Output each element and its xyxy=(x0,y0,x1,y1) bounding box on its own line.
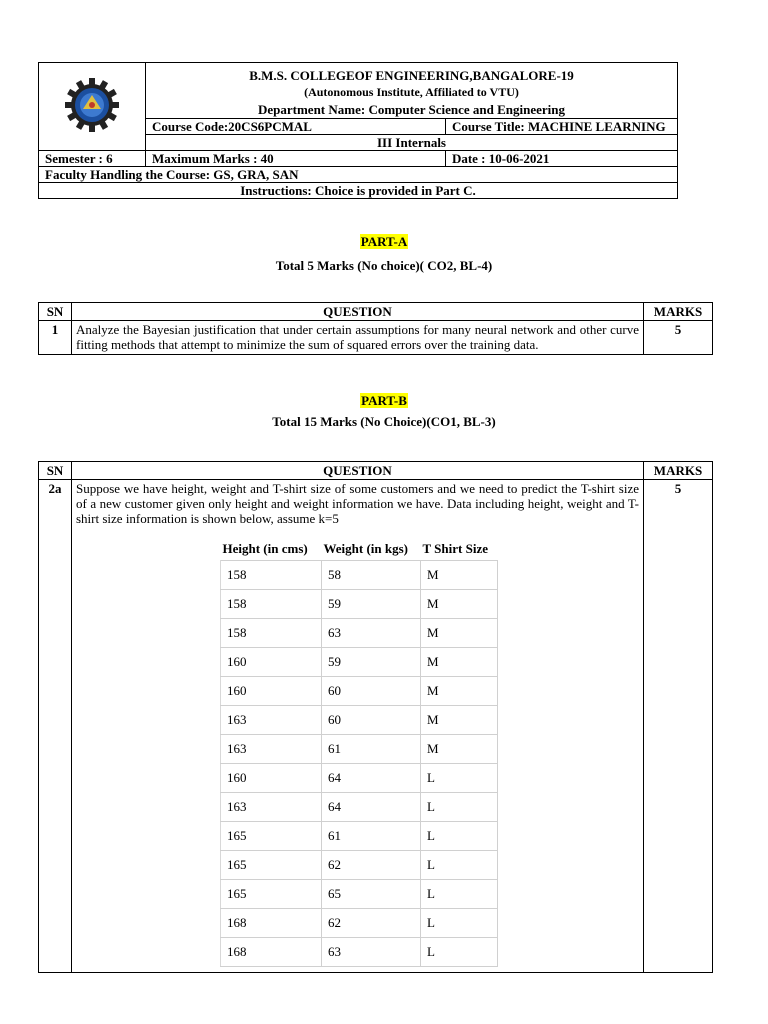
col-question: QUESTION xyxy=(72,462,644,480)
part-b-subtitle: Total 15 Marks (No Choice)(CO1, BL-3) xyxy=(272,414,496,429)
table-row xyxy=(221,561,498,590)
table-cell: M xyxy=(421,561,498,590)
table-cell: 60 xyxy=(322,677,421,706)
table-cell: 63 xyxy=(322,619,421,648)
table-cell: L xyxy=(421,764,498,793)
table-row xyxy=(221,880,498,909)
table-cell: 58 xyxy=(322,561,421,590)
table-row xyxy=(221,851,498,880)
table-cell: L xyxy=(421,880,498,909)
gear-logo-icon xyxy=(63,76,121,134)
col-marks: MARKS xyxy=(644,462,713,480)
table-cell: M xyxy=(421,619,498,648)
table-cell: 60 xyxy=(322,706,421,735)
question-number: 2a xyxy=(39,480,72,973)
table-cell: L xyxy=(421,909,498,938)
table-row xyxy=(221,706,498,735)
table-cell: 64 xyxy=(322,764,421,793)
table-cell: M xyxy=(421,590,498,619)
table-header-cell: T Shirt Size xyxy=(422,541,488,556)
question-text: Analyze the Bayesian justification that under certain assumptions for many neural network and other curve fitting methods that attempt to minimize the sum of squared errors over the training data. xyxy=(72,321,644,355)
table-header-cell: Height (in cms) xyxy=(222,541,308,556)
semester: Semester : 6 xyxy=(39,151,146,167)
college-logo xyxy=(39,63,146,151)
table-cell: 168 xyxy=(221,938,322,967)
table-cell: 160 xyxy=(221,677,322,706)
course-title: Course Title: MACHINE LEARNING xyxy=(445,119,677,135)
part-a-question-table xyxy=(38,302,713,355)
instructions: Instructions: Choice is provided in Part C. xyxy=(39,183,678,199)
part-a-title: PART-A xyxy=(360,234,408,249)
part-b-title: PART-B xyxy=(361,393,407,408)
col-sn: SN xyxy=(39,462,72,480)
table-row xyxy=(221,735,498,764)
table-cell: 61 xyxy=(322,822,421,851)
table-row xyxy=(221,938,498,967)
course-code: Course Code:20CS6PCMAL xyxy=(146,119,446,135)
exam-header-table xyxy=(38,62,678,199)
table-row xyxy=(221,793,498,822)
table-cell: L xyxy=(421,938,498,967)
table-cell: 63 xyxy=(322,938,421,967)
question-body xyxy=(72,480,644,973)
maximum-marks: Maximum Marks : 40 xyxy=(146,151,446,167)
col-sn: SN xyxy=(39,303,72,321)
table-cell: 158 xyxy=(221,561,322,590)
table-row xyxy=(221,909,498,938)
table-row xyxy=(221,590,498,619)
table-header-cell: Weight (in kgs) xyxy=(323,541,409,556)
table-cell: 64 xyxy=(322,793,421,822)
affiliation: (Autonomous Institute, Affiliated to VTU) xyxy=(304,85,519,99)
table-row xyxy=(221,619,498,648)
exam-date: Date : 10-06-2021 xyxy=(445,151,677,167)
table-cell: 165 xyxy=(221,851,322,880)
question-marks: 5 xyxy=(644,480,713,973)
question-number: 1 xyxy=(39,321,72,355)
table-cell: 160 xyxy=(221,648,322,677)
table-cell: 158 xyxy=(221,590,322,619)
part-b-question-table xyxy=(38,461,713,973)
table-cell: 163 xyxy=(221,706,322,735)
table-row xyxy=(221,677,498,706)
table-cell: 160 xyxy=(221,764,322,793)
table-cell: 62 xyxy=(322,909,421,938)
table-cell: 163 xyxy=(221,735,322,764)
table-cell: 165 xyxy=(221,880,322,909)
table-cell: L xyxy=(421,793,498,822)
tshirt-data-table xyxy=(220,538,498,967)
table-cell: 163 xyxy=(221,793,322,822)
table-row xyxy=(221,822,498,851)
table-cell: 61 xyxy=(322,735,421,764)
table-cell: M xyxy=(421,706,498,735)
table-cell: M xyxy=(421,677,498,706)
col-marks: MARKS xyxy=(644,303,713,321)
table-cell: 165 xyxy=(221,822,322,851)
question-marks: 5 xyxy=(644,321,713,355)
table-cell: 168 xyxy=(221,909,322,938)
col-question: QUESTION xyxy=(72,303,644,321)
question-text: Suppose we have height, weight and T-shirt size of some customers and we need to predict the T-shirt size of a new customer given only height and weight information we have. Data including height, weight and T-shirt size information is shown below, assume k=5 xyxy=(76,481,639,526)
table-cell: 62 xyxy=(322,851,421,880)
table-cell: 65 xyxy=(322,880,421,909)
table-row xyxy=(221,764,498,793)
table-row xyxy=(221,648,498,677)
table-cell: 59 xyxy=(322,590,421,619)
part-a-subtitle: Total 5 Marks (No choice)( CO2, BL-4) xyxy=(275,258,493,273)
table-cell: L xyxy=(421,822,498,851)
institution-name: B.M.S. COLLEGEOF ENGINEERING,BANGALORE-19 xyxy=(249,68,574,83)
table-cell: L xyxy=(421,851,498,880)
exam-name: III Internals xyxy=(146,135,678,151)
table-cell: M xyxy=(421,648,498,677)
table-cell: 158 xyxy=(221,619,322,648)
department-name: Department Name: Computer Science and Engineering xyxy=(257,102,566,117)
table-cell: M xyxy=(421,735,498,764)
faculty: Faculty Handling the Course: GS, GRA, SAN xyxy=(39,167,678,183)
table-cell: 59 xyxy=(322,648,421,677)
